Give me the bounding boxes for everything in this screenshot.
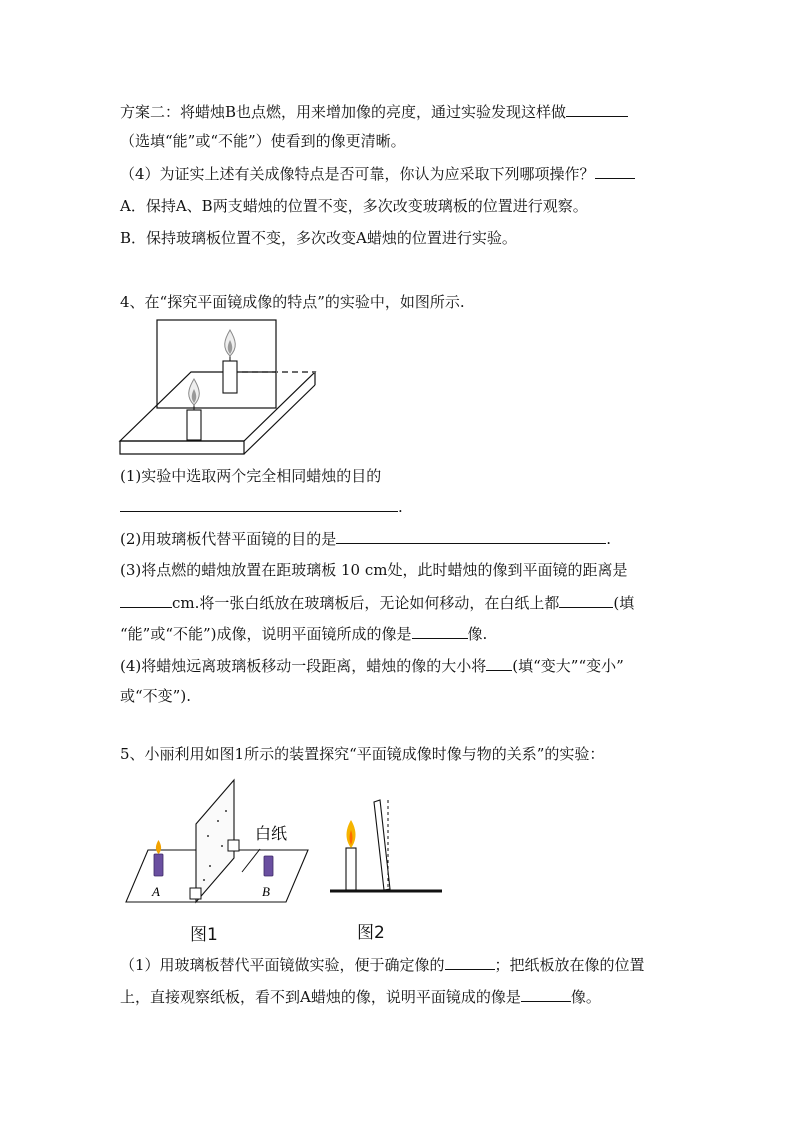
q4-candle-mirror-figure [118, 316, 318, 458]
flame-icon [156, 840, 161, 854]
paper-label: 白纸 [255, 824, 288, 843]
q4-s4-line1: (4)将蜡烛远离玻璃板移动一段距离，蜡烛的像的大小将 (填“变大”“变小” [120, 657, 624, 675]
q5-s1-line1: （1）用玻璃板替代平面镜做实验，便于确定像的 ；把纸板放在像的位置 [120, 956, 645, 974]
support-block [228, 840, 239, 851]
candle-image [223, 361, 237, 393]
q5-title: 5、小丽利用如图1所示的装置探究“平面镜成像时像与物的关系”的实验： [120, 745, 605, 763]
q5-s1-line2: 上，直接观察纸板，看不到A蜡烛的像，说明平面镜成的像是 像。 [120, 988, 601, 1006]
q4-s3-line1: (3)将点燃的蜡烛放置在距玻璃板 10 cm处，此时蜡烛的像到平面镜的距离是 [120, 561, 628, 579]
answer-blank[interactable] [595, 163, 635, 179]
q4-s1: (1)实验中选取两个完全相同蜡烛的目的 [120, 467, 382, 485]
answer-blank[interactable] [521, 986, 571, 1002]
answer-blank[interactable] [566, 101, 628, 117]
candle-b [264, 856, 273, 876]
candle-object [187, 410, 201, 440]
answer-blank[interactable] [486, 655, 512, 671]
q4-s3-line3: “能”或“不能”)成像，说明平面镜所成的像是 像. [120, 625, 488, 643]
label-b: B [262, 884, 270, 899]
answer-blank[interactable] [120, 496, 398, 512]
answer-blank[interactable] [120, 592, 172, 608]
fig1-caption: 图1 [190, 925, 218, 945]
q4-title: 4、在“探究平面镜成像的特点”的实验中，如图所示. [120, 293, 465, 311]
q5-figure-1 [124, 776, 314, 908]
answer-blank[interactable] [336, 528, 606, 544]
glass-plate [157, 320, 276, 408]
label-a: A [152, 884, 160, 899]
q3-option-b: B．保持玻璃板位置不变，多次改变A蜡烛的位置进行实验。 [120, 229, 517, 247]
candle [346, 848, 356, 890]
q3-option-a: A．保持A、B两支蜡烛的位置不变，多次改变玻璃板的位置进行观察。 [120, 197, 588, 215]
answer-blank[interactable] [559, 592, 613, 608]
q3-part4: （4）为证实上述有关成像特点是否可靠，你认为应采取下列哪项操作？ [120, 163, 635, 184]
board-front [120, 441, 244, 454]
q4-s2: (2)用玻璃板代替平面镜的目的是 . [120, 530, 612, 548]
board [120, 372, 315, 441]
answer-blank[interactable] [412, 623, 468, 639]
candle-a [154, 854, 163, 876]
q3-plan2-line1: 方案二：将蜡烛B也点燃，用来增加像的亮度，通过实验发现这样做 [120, 101, 628, 122]
q4-s3-line2: cm.将一张白纸放在玻璃板后，无论如何移动，在白纸上都 (填 [120, 592, 634, 613]
answer-blank[interactable] [445, 954, 495, 970]
q3-plan2-line2: （选填“能”或“不能”）使看到的像更清晰。 [120, 132, 406, 150]
fig2-caption: 图2 [357, 923, 385, 943]
q4-s4-line2: 或“不变”). [120, 687, 191, 705]
q4-s1-answer: . [120, 496, 403, 517]
support-block [190, 888, 201, 899]
q5-figure-2 [328, 796, 446, 896]
